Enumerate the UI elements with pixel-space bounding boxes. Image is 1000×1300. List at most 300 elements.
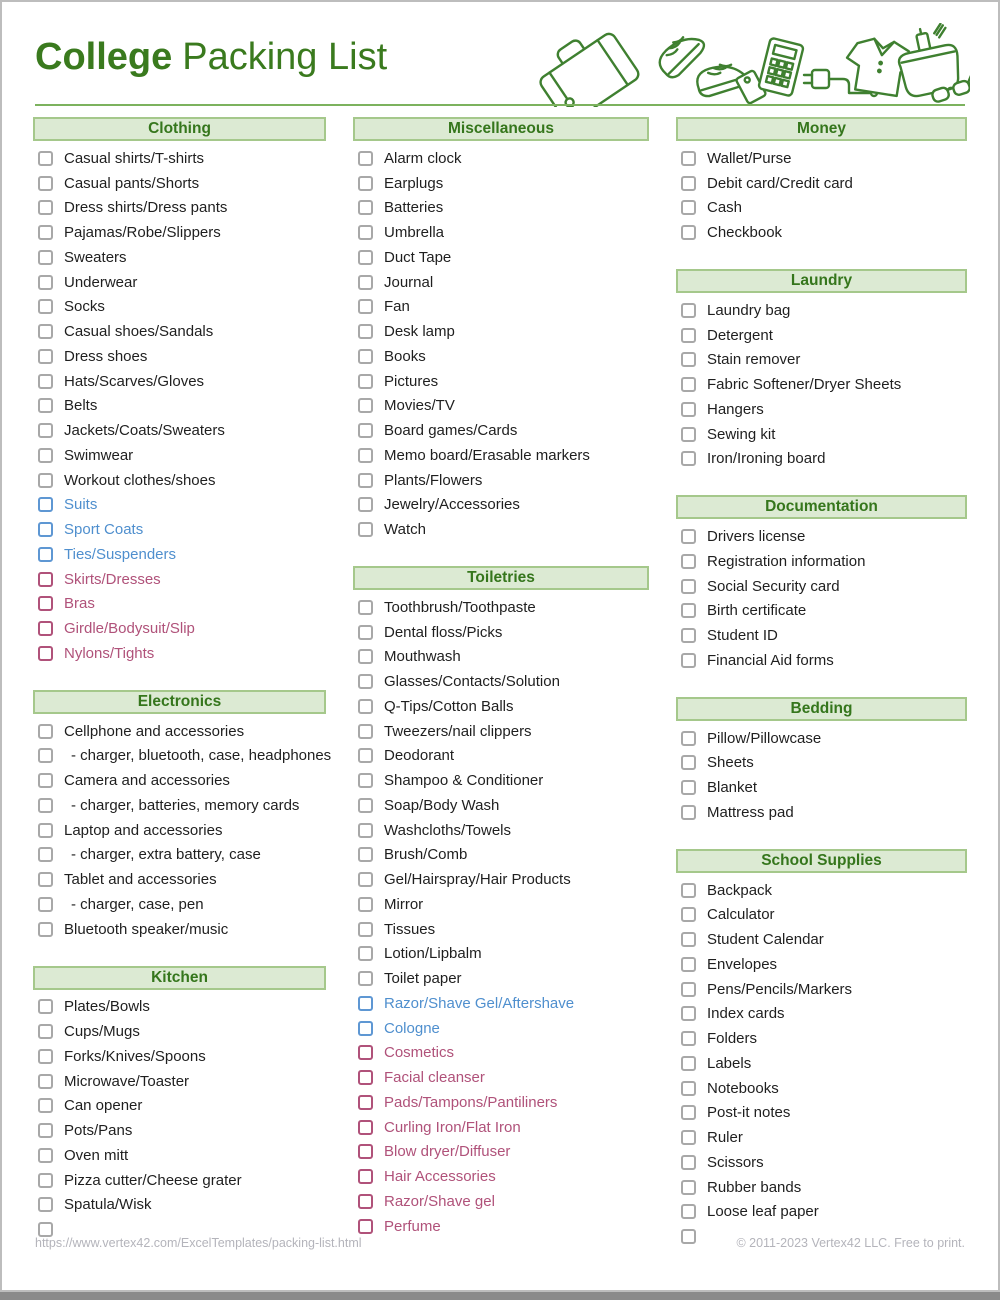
checkbox[interactable] — [681, 427, 696, 442]
item-label: Pizza cutter/Cheese grater — [64, 1171, 242, 1189]
item-label: Camera and accessories — [64, 772, 230, 790]
item-label: Microwave/Toaster — [64, 1072, 190, 1090]
item-label: Umbrella — [384, 224, 445, 242]
item-label: Lotion/Lipbalm — [384, 945, 482, 963]
checkbox[interactable] — [358, 275, 373, 290]
list-item — [33, 443, 326, 468]
list-item — [676, 422, 967, 447]
checkbox[interactable] — [358, 250, 373, 265]
checkbox[interactable] — [358, 872, 373, 887]
item-label: Deodorant — [384, 747, 455, 765]
item-label: Mattress pad — [707, 803, 794, 821]
item-label: Suits — [64, 496, 98, 514]
item-label: - charger, batteries, memory cards — [71, 796, 300, 814]
list-item — [676, 977, 967, 1002]
item-label: Batteries — [384, 199, 444, 217]
calculator-icon — [758, 38, 804, 97]
item-label: Sweaters — [64, 248, 127, 266]
item-label: Desk lamp — [384, 323, 455, 341]
item-label: Socks — [64, 298, 105, 316]
checkbox[interactable] — [681, 200, 696, 215]
checkbox[interactable] — [38, 572, 53, 587]
checkbox[interactable] — [681, 755, 696, 770]
packing-items-illustration-icon — [538, 23, 970, 107]
item-label: Dress shoes — [64, 347, 148, 365]
checkbox[interactable] — [38, 872, 53, 887]
checkbox[interactable] — [681, 1056, 696, 1071]
checkbox[interactable] — [38, 349, 53, 364]
item-label: Rubber bands — [707, 1178, 802, 1196]
checkbox[interactable] — [681, 653, 696, 668]
item-label: Iron/Ironing board — [707, 450, 826, 468]
item-label: Board games/Cards — [384, 422, 518, 440]
list-item — [33, 567, 326, 592]
list-item — [353, 892, 649, 917]
item-label: Ties/Suspenders — [64, 545, 177, 563]
item-label: Birth certificate — [707, 602, 807, 620]
checkbox[interactable] — [681, 554, 696, 569]
item-label: Blanket — [707, 779, 758, 797]
list-item — [353, 694, 649, 719]
checkbox[interactable] — [38, 398, 53, 413]
list-item — [676, 1002, 967, 1027]
list-item — [33, 892, 326, 917]
checkbox[interactable] — [681, 352, 696, 367]
list-item — [33, 1143, 326, 1168]
checkbox[interactable] — [681, 780, 696, 795]
item-label: Casual shoes/Sandals — [64, 323, 214, 341]
checkbox[interactable] — [38, 922, 53, 937]
list-item — [353, 917, 649, 942]
list-item — [33, 793, 326, 818]
checkbox[interactable] — [358, 374, 373, 389]
checkbox[interactable] — [358, 600, 373, 615]
list-item — [353, 1164, 649, 1189]
item-label: Toothbrush/Toothpaste — [384, 598, 536, 616]
checkbox[interactable] — [681, 451, 696, 466]
item-label: Can opener — [64, 1097, 143, 1115]
item-label: Nylons/Tights — [64, 644, 155, 662]
list-item — [676, 1175, 967, 1200]
list-item — [353, 270, 649, 295]
list-item — [33, 592, 326, 617]
checkbox[interactable] — [358, 773, 373, 788]
checkbox[interactable] — [358, 625, 373, 640]
checkbox[interactable] — [681, 883, 696, 898]
checkbox[interactable] — [358, 1070, 373, 1085]
page-title-rest: Packing List — [182, 36, 388, 78]
item-label: - charger, extra battery, case — [71, 846, 261, 864]
item-label: Plates/Bowls — [64, 998, 150, 1016]
checkbox[interactable] — [38, 423, 53, 438]
checkbox[interactable] — [38, 200, 53, 215]
checkbox[interactable] — [358, 1194, 373, 1209]
list-item — [33, 369, 326, 394]
checkbox[interactable] — [681, 907, 696, 922]
item-label: Soap/Body Wash — [384, 796, 500, 814]
checkbox[interactable] — [681, 1204, 696, 1219]
item-label: Envelopes — [707, 955, 778, 973]
checkbox[interactable] — [38, 798, 53, 813]
checkbox[interactable] — [358, 497, 373, 512]
section-header: Laundry — [676, 269, 967, 293]
list-item — [676, 1076, 967, 1101]
list-item — [676, 372, 967, 397]
item-label: Razor/Shave Gel/Aftershave — [384, 994, 575, 1012]
checkbox[interactable] — [358, 1219, 373, 1234]
list-item — [33, 1118, 326, 1143]
item-label: Alarm clock — [384, 149, 462, 167]
checkbox[interactable] — [38, 497, 53, 512]
list-item — [33, 1044, 326, 1069]
checkbox[interactable] — [38, 299, 53, 314]
item-label: Girdle/Bodysuit/Slip — [64, 620, 195, 638]
item-label: Watch — [384, 521, 426, 539]
checkbox[interactable] — [681, 805, 696, 820]
list-item — [33, 468, 326, 493]
list-item — [33, 995, 326, 1020]
item-label: Student ID — [707, 627, 778, 645]
item-label: Plants/Flowers — [384, 471, 483, 489]
list-item — [676, 397, 967, 422]
checkbox[interactable] — [681, 982, 696, 997]
column-2 — [353, 117, 649, 1239]
item-label: Checkbook — [707, 224, 783, 242]
checkbox[interactable] — [38, 324, 53, 339]
item-label: Tissues — [384, 920, 436, 938]
list-item — [676, 623, 967, 648]
item-label: Debit card/Credit card — [707, 174, 853, 192]
checkbox[interactable] — [358, 897, 373, 912]
checkbox[interactable] — [358, 473, 373, 488]
item-label: Dental floss/Picks — [384, 623, 503, 641]
checkbox[interactable] — [358, 971, 373, 986]
list-item — [676, 146, 967, 171]
item-label: Facial cleanser — [384, 1069, 485, 1087]
checkbox[interactable] — [38, 621, 53, 636]
item-label: Hats/Scarves/Gloves — [64, 372, 205, 390]
checkbox[interactable] — [38, 448, 53, 463]
list-item — [353, 319, 649, 344]
item-label: Spatula/Wisk — [64, 1196, 152, 1214]
checkbox[interactable] — [681, 402, 696, 417]
item-label: Pajamas/Robe/Slippers — [64, 224, 221, 242]
checkbox[interactable] — [38, 374, 53, 389]
item-label: Workout clothes/shoes — [64, 471, 216, 489]
checkbox[interactable] — [38, 773, 53, 788]
checkbox[interactable] — [38, 1148, 53, 1163]
item-label: Sheets — [707, 754, 754, 772]
section-header: Toiletries — [353, 566, 649, 590]
checkbox[interactable] — [681, 628, 696, 643]
list-item — [676, 298, 967, 323]
checkbox[interactable] — [358, 151, 373, 166]
list-item — [676, 775, 967, 800]
item-label: Casual shirts/T-shirts — [64, 149, 205, 167]
checkbox[interactable] — [681, 603, 696, 618]
list-item — [676, 878, 967, 903]
checkbox[interactable] — [38, 823, 53, 838]
item-label: Earplugs — [384, 174, 444, 192]
checkbox[interactable] — [38, 275, 53, 290]
checkbox[interactable] — [681, 1006, 696, 1021]
list-item — [353, 942, 649, 967]
item-label: Detergent — [707, 326, 773, 344]
item-label: Perfume — [384, 1217, 441, 1235]
checkbox[interactable] — [358, 946, 373, 961]
item-label: Forks/Knives/Spoons — [64, 1047, 206, 1065]
list-item — [33, 843, 326, 868]
item-label: Fan — [384, 298, 410, 316]
list-item — [353, 867, 649, 892]
checkbox[interactable] — [358, 448, 373, 463]
list-item — [353, 171, 649, 196]
source-url: https://www.vertex42.com/ExcelTemplates/packing-list.html — [35, 1236, 362, 1250]
item-label: Laundry bag — [707, 301, 791, 319]
list-item — [676, 599, 967, 624]
checkbox[interactable] — [681, 1180, 696, 1195]
item-label: Scissors — [707, 1153, 764, 1171]
list-item — [33, 542, 326, 567]
checkbox[interactable] — [681, 377, 696, 392]
item-label: Glasses/Contacts/Solution — [384, 673, 560, 691]
checkbox[interactable] — [681, 225, 696, 240]
checkbox[interactable] — [681, 1105, 696, 1120]
item-label: Wallet/Purse — [707, 149, 792, 167]
item-label: Cosmetics — [384, 1044, 455, 1062]
list-item — [353, 394, 649, 419]
checkbox[interactable] — [358, 1169, 373, 1184]
list-item — [353, 1115, 649, 1140]
item-label: Washcloths/Towels — [384, 821, 511, 839]
list-item — [33, 394, 326, 419]
list-item — [33, 719, 326, 744]
checkbox[interactable] — [358, 1095, 373, 1110]
checkbox[interactable] — [38, 748, 53, 763]
item-label: Ruler — [707, 1129, 743, 1147]
checkbox[interactable] — [38, 596, 53, 611]
list-item — [353, 966, 649, 991]
item-label: Mouthwash — [384, 648, 461, 666]
checkbox[interactable] — [681, 176, 696, 191]
item-label: Cash — [707, 199, 743, 217]
list-item — [353, 517, 649, 542]
item-label: Cups/Mugs — [64, 1023, 140, 1041]
checkbox[interactable] — [358, 1120, 373, 1135]
item-label: Pads/Tampons/Pantiliners — [384, 1093, 558, 1111]
checkbox[interactable] — [38, 1123, 53, 1138]
checkbox[interactable] — [38, 522, 53, 537]
list-item — [33, 917, 326, 942]
checkbox[interactable] — [358, 1045, 373, 1060]
list-item — [33, 493, 326, 518]
list-item — [676, 952, 967, 977]
checkbox[interactable] — [38, 1074, 53, 1089]
list-item — [353, 843, 649, 868]
list-item — [676, 323, 967, 348]
list-item — [353, 818, 649, 843]
list-item — [353, 196, 649, 221]
list-item — [353, 645, 649, 670]
list-item — [353, 146, 649, 171]
list-item — [33, 641, 326, 666]
list-item — [33, 220, 326, 245]
checkbox[interactable] — [681, 328, 696, 343]
checkbox[interactable] — [358, 748, 373, 763]
section-header: Clothing — [33, 117, 326, 141]
checkbox[interactable] — [358, 423, 373, 438]
checkbox[interactable] — [358, 996, 373, 1011]
checkbox[interactable] — [681, 731, 696, 746]
item-label: Journal — [384, 273, 434, 291]
item-label: Swimwear — [64, 446, 134, 464]
checkbox[interactable] — [681, 579, 696, 594]
checkbox[interactable] — [681, 1081, 696, 1096]
section-header: Kitchen — [33, 966, 326, 990]
item-label: Bluetooth speaker/music — [64, 920, 229, 938]
checkbox[interactable] — [38, 897, 53, 912]
list-item — [353, 1090, 649, 1115]
suitcase-icon — [538, 23, 641, 107]
list-item — [353, 418, 649, 443]
item-label: Blow dryer/Diffuser — [384, 1143, 511, 1161]
list-item — [676, 1200, 967, 1225]
checkbox[interactable] — [358, 398, 373, 413]
checkbox[interactable] — [681, 151, 696, 166]
checkbox[interactable] — [38, 547, 53, 562]
checkbox[interactable] — [358, 847, 373, 862]
item-label: Cellphone and accessories — [64, 722, 245, 740]
checkbox[interactable] — [358, 1021, 373, 1036]
section-money — [676, 117, 967, 245]
checkbox[interactable] — [358, 649, 373, 664]
checkbox[interactable] — [38, 1197, 53, 1212]
checkbox[interactable] — [38, 250, 53, 265]
item-label: Bras — [64, 595, 95, 613]
checkbox[interactable] — [38, 1222, 53, 1237]
item-label: Sport Coats — [64, 521, 144, 539]
list-item — [353, 344, 649, 369]
item-label: Cologne — [384, 1019, 440, 1037]
checkbox[interactable] — [358, 324, 373, 339]
item-label: Student Calendar — [707, 931, 824, 949]
checkbox[interactable] — [358, 674, 373, 689]
item-label: Social Security card — [707, 577, 840, 595]
checkbox[interactable] — [681, 1031, 696, 1046]
checkbox[interactable] — [358, 176, 373, 191]
checkbox[interactable] — [38, 225, 53, 240]
list-item — [676, 171, 967, 196]
list-item — [33, 744, 332, 769]
checkbox[interactable] — [681, 1155, 696, 1170]
item-label: Razor/Shave gel — [384, 1192, 495, 1210]
item-label: Hair Accessories — [384, 1168, 496, 1186]
checkbox[interactable] — [38, 999, 53, 1014]
checkbox[interactable] — [681, 1130, 696, 1145]
list-item — [676, 524, 967, 549]
list-item — [33, 171, 326, 196]
section-electronics — [33, 690, 332, 942]
item-label: Underwear — [64, 273, 138, 291]
list-item — [33, 270, 326, 295]
list-item — [33, 245, 326, 270]
item-label: Pillow/Pillowcase — [707, 729, 822, 747]
list-item — [33, 1193, 326, 1218]
checkbox[interactable] — [358, 349, 373, 364]
checkbox[interactable] — [38, 1024, 53, 1039]
checkbox[interactable] — [358, 299, 373, 314]
checkbox[interactable] — [38, 1173, 53, 1188]
checkbox[interactable] — [358, 699, 373, 714]
section-header: Documentation — [676, 495, 967, 519]
checkbox[interactable] — [358, 522, 373, 537]
section-bedding — [676, 697, 967, 825]
item-label: Shampoo & Conditioner — [384, 772, 544, 790]
checkbox[interactable] — [358, 724, 373, 739]
item-label: Hangers — [707, 400, 764, 418]
list-item — [33, 319, 326, 344]
checkbox[interactable] — [358, 200, 373, 215]
checkbox[interactable] — [38, 176, 53, 191]
item-label: Casual pants/Shorts — [64, 174, 200, 192]
checkbox[interactable] — [38, 473, 53, 488]
list-item — [676, 751, 967, 776]
checkbox[interactable] — [681, 957, 696, 972]
checkbox[interactable] — [358, 1144, 373, 1159]
checkbox[interactable] — [38, 724, 53, 739]
checkbox[interactable] — [38, 151, 53, 166]
item-label: Memo board/Erasable markers — [384, 446, 590, 464]
section-clothing — [33, 117, 326, 666]
checkbox[interactable] — [38, 1049, 53, 1064]
section-header: Miscellaneous — [353, 117, 649, 141]
section-header: School Supplies — [676, 849, 967, 873]
section-header: Money — [676, 117, 967, 141]
checkbox[interactable] — [681, 932, 696, 947]
item-label: Skirts/Dresses — [64, 570, 161, 588]
item-label: Folders — [707, 1030, 758, 1048]
item-label: - charger, bluetooth, case, headphones — [71, 747, 332, 765]
page-title — [35, 38, 387, 76]
list-item — [676, 927, 967, 952]
list-item — [353, 669, 649, 694]
list-item — [676, 1101, 967, 1126]
list-item — [33, 818, 326, 843]
item-label: Post-it notes — [707, 1104, 791, 1122]
list-item — [33, 1168, 326, 1193]
copyright-text: © 2011-2023 Vertex42 LLC. Free to print. — [736, 1236, 965, 1250]
list-item — [353, 620, 649, 645]
checkbox[interactable] — [358, 225, 373, 240]
checkbox[interactable] — [358, 798, 373, 813]
item-label: Gel/Hairspray/Hair Products — [384, 871, 571, 889]
list-item — [676, 447, 967, 472]
checkbox[interactable] — [681, 529, 696, 544]
checkbox[interactable] — [681, 303, 696, 318]
section-header: Bedding — [676, 697, 967, 721]
checkbox[interactable] — [38, 646, 53, 661]
checkbox[interactable] — [38, 847, 53, 862]
checkbox[interactable] — [358, 922, 373, 937]
list-item — [33, 344, 326, 369]
checkbox[interactable] — [358, 823, 373, 838]
item-label: Brush/Comb — [384, 846, 468, 864]
list-item — [353, 1140, 649, 1165]
page-header — [2, 2, 998, 106]
item-label: Pots/Pans — [64, 1122, 133, 1140]
section-school-supplies — [676, 849, 967, 1249]
checkbox[interactable] — [38, 1098, 53, 1113]
